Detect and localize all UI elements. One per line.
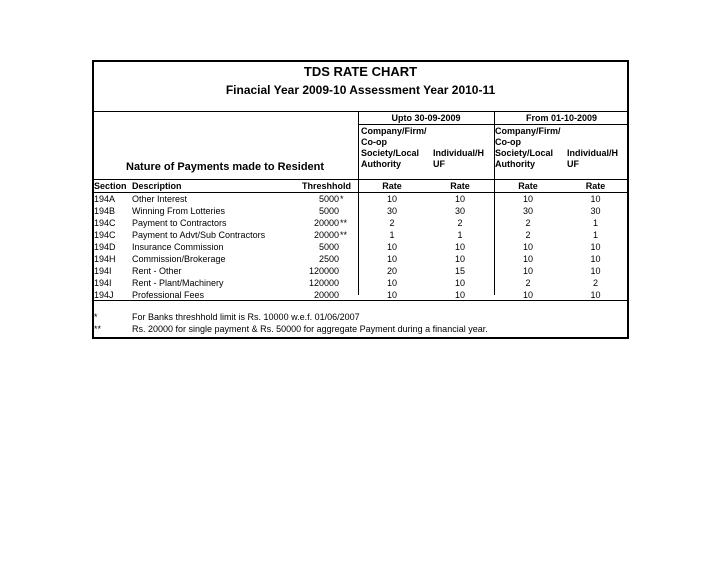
column-header-rate: Rate: [450, 181, 470, 191]
cell-threshold: 5000: [318, 194, 339, 204]
cell-section: 194D: [94, 242, 116, 252]
footnote-mark: **: [94, 324, 102, 334]
column-header-rate: Rate: [518, 181, 538, 191]
cell-rate: 10: [386, 278, 397, 288]
column-header-section: Section: [94, 181, 127, 191]
cell-description: Payment to Contractors: [132, 218, 227, 228]
cell-rate: 2: [389, 218, 395, 228]
chart-title: TDS RATE CHART: [303, 64, 418, 79]
column-header-threshold: Threshhold: [302, 181, 351, 191]
cell-threshold-mark: **: [340, 218, 348, 228]
cell-rate: 2: [525, 230, 531, 240]
cell-description: Rent - Plant/Machinery: [132, 278, 224, 288]
footnote-text: Rs. 20000 for single payment & Rs. 50000 for aggregate Payment during a financial year.: [132, 324, 488, 334]
cell-threshold: 20000: [313, 230, 339, 240]
cell-rate: 10: [386, 242, 397, 252]
cell-threshold: 120000: [308, 278, 339, 288]
cell-threshold: 20000: [313, 218, 339, 228]
column-header-rate: Rate: [585, 181, 606, 191]
cell-rate: 10: [386, 254, 397, 264]
cell-rate: 30: [522, 206, 533, 216]
cell-rate: 1: [457, 230, 463, 240]
cell-rate: 2: [525, 218, 531, 228]
cell-rate: 2: [592, 278, 598, 288]
footnote-mark: *: [94, 312, 98, 322]
cell-rate: 1: [592, 218, 598, 228]
cell-description: Professional Fees: [132, 290, 205, 300]
cell-rate: 10: [522, 254, 533, 264]
cell-rate: 30: [590, 206, 601, 216]
cell-rate: 15: [454, 266, 465, 276]
cell-rate: 10: [522, 290, 533, 300]
cell-description: Insurance Commission: [132, 242, 224, 252]
cell-section: 194C: [94, 230, 116, 240]
category-company-header: Company/Firm/ Co-op Society/Local Authority: [361, 126, 427, 169]
cell-rate: 10: [386, 290, 397, 300]
divider: [94, 111, 627, 112]
cell-rate: 10: [590, 290, 601, 300]
cell-rate: 20: [386, 266, 397, 276]
category-individual-header: Individual/H UF: [433, 148, 485, 169]
period-upto-header: Upto 30-09-2009: [391, 113, 461, 123]
cell-rate: 10: [522, 266, 533, 276]
cell-rate: 10: [590, 194, 601, 204]
cell-description: Commission/Brokerage: [132, 254, 226, 264]
nature-of-payments-heading: Nature of Payments made to Resident: [126, 161, 325, 173]
column-header-rate: Rate: [382, 181, 402, 191]
cell-rate: 1: [592, 230, 598, 240]
cell-threshold: 2500: [318, 254, 339, 264]
cell-description: Winning From Lotteries: [132, 206, 226, 216]
cell-rate: 2: [525, 278, 531, 288]
cell-section: 194A: [94, 194, 116, 204]
cell-threshold: 20000: [313, 290, 339, 300]
chart-subtitle: Finacial Year 2009-10 Assessment Year 2010-11: [225, 83, 496, 97]
cell-section: 194I: [94, 266, 112, 276]
cell-rate: 10: [590, 242, 601, 252]
column-header-description: Description: [132, 181, 182, 191]
period-from-header: From 01-10-2009: [525, 113, 598, 123]
divider: [358, 124, 627, 125]
divider: [94, 179, 627, 180]
cell-threshold-mark: **: [340, 230, 348, 240]
cell-rate: 2: [457, 218, 463, 228]
cell-rate: 10: [522, 194, 533, 204]
cell-threshold: 5000: [318, 206, 339, 216]
cell-rate: 10: [522, 242, 533, 252]
footnote-text: For Banks threshhold limit is Rs. 10000 w.e.f. 01/06/2007: [132, 312, 360, 322]
cell-threshold-mark: *: [340, 194, 344, 204]
cell-rate: 1: [389, 230, 395, 240]
cell-description: Other Interest: [132, 194, 188, 204]
cell-section: 194C: [94, 218, 116, 228]
cell-description: Rent - Other: [132, 266, 182, 276]
cell-rate: 30: [454, 206, 465, 216]
cell-threshold: 5000: [318, 242, 339, 252]
cell-rate: 10: [454, 290, 465, 300]
cell-rate: 10: [590, 266, 601, 276]
cell-rate: 10: [454, 242, 465, 252]
cell-description: Payment to Advt/Sub Contractors: [132, 230, 266, 240]
cell-section: 194I: [94, 278, 112, 288]
cell-section: 194H: [94, 254, 116, 264]
category-company-header: Company/Firm/ Co-op Society/Local Authority: [495, 126, 561, 169]
cell-rate: 10: [454, 254, 465, 264]
cell-section: 194B: [94, 206, 116, 216]
tds-rate-chart: [92, 60, 629, 339]
cell-section: 194J: [94, 290, 114, 300]
cell-rate: 10: [590, 254, 601, 264]
category-individual-header: Individual/H UF: [567, 148, 619, 169]
cell-rate: 10: [386, 194, 397, 204]
divider: [94, 300, 627, 301]
cell-threshold: 120000: [308, 266, 339, 276]
cell-rate: 10: [454, 194, 465, 204]
cell-rate: 30: [386, 206, 397, 216]
cell-rate: 10: [454, 278, 465, 288]
